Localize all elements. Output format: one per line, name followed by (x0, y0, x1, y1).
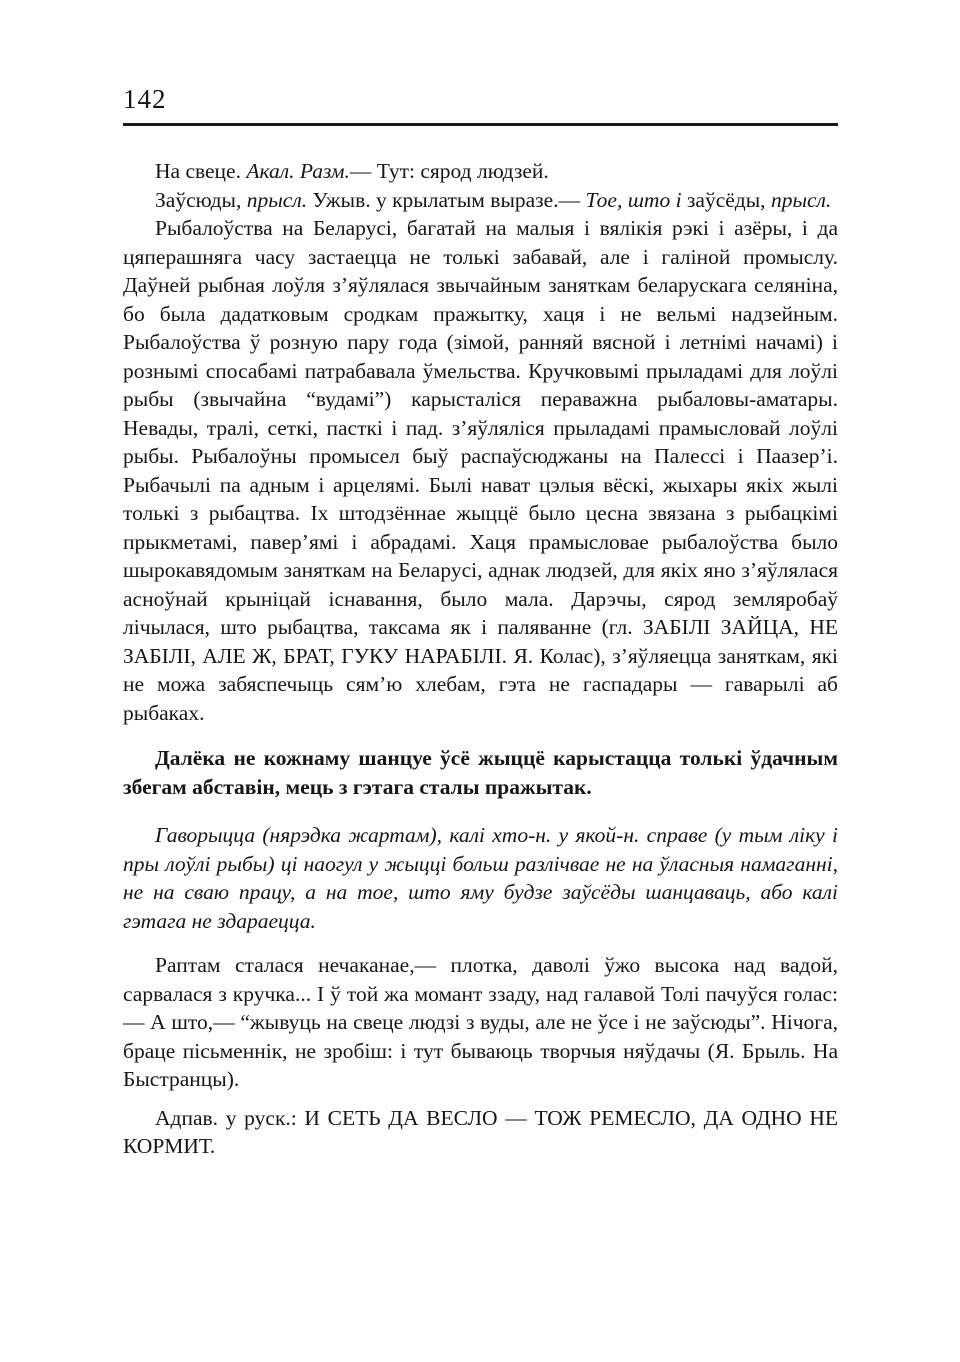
usage-text: Ужыв. у крылатым выразе.— (307, 187, 586, 212)
text-block (123, 157, 838, 1161)
quotation-paragraph: Раптам сталася нечаканае,— плотка, даволі ўжо высока над вадой, сарвалася з кручка... І ў той жа момант ззаду, над галавой Толі пачуўся голас: — А што,— “жывуць на свеце людзі з вуды, але не ўсе і не заўсюды”. Нічога, браце пісьменнік, не зробіш: і тут бываюць творчыя няўдачы (Я. Брыль. На Быстранцы). (123, 953, 838, 1091)
grammar-label: прысл. (246, 187, 308, 212)
cross-reference-headword: заўсёды, (681, 187, 771, 212)
header-rule (123, 123, 838, 126)
gloss-text: — Тут: сярод людзей. (349, 159, 549, 183)
commentary-paragraph: Рыбалоўства на Беларусі, багатай на малыя і вялікія рэкі і азёры, і да цяперашняга часу застаецца не толькі забавай, але і галіной промыслу. Даўней рыбная лоўля з’яўлялася звычайным заняткам беларускага селяніна, бо была дадатковым сродкам пражытку, хаця і не вельмі надзейным. Рыбалоўства ў розную пару года (зімой, ранняй вясной і летнімі начамі) і рознымі спосабамі патрабавала ўмельства. Кручковымі прыладамі для лоўлі рыбы (звычайна “вудамі”) карысталіся пераважна рыбаловы-аматары. Невады, тралі, сеткі, пасткі і пад. з’яўляліся прыладамі прамысловай лоўлі рыбы. Рыбалоўны промысел быў распаўсюджаны на Палессі і Паазер’і. Рыбачылі па адным і арцелямі. Былі нават цэлыя вёскі, жыхары якіх жылі толькі з рыбацтва. Іх штодзённае жыццё было цесна звязана з рыбацкімі прыкметамі, павер’ямі і абрадамі. Хаця прамысловае рыбалоўства было шырокавядомым заняткам на Беларусі, аднак людзей, для якіх яно з’яўлялася асноўнай крыніцай існавання, было мала. Дарэчы, сярод земляробаў лічылася, што рыбацтва, таксама як і паляванне (гл. ЗАБІЛІ ЗАЙЦА, НЕ ЗАБІЛІ, АЛЕ Ж, БРАТ, ГУКУ НАРАБІЛІ. Я. Колас), з’яўляецца заняткам, які не можа забяспечыць сям’ю хлебам, гэта не гаспадары — гаварылі аб рыбаках. (123, 216, 838, 725)
entry-line-zausyudy (123, 186, 838, 215)
cross-reference-text: Тое, што і (585, 187, 682, 212)
grammar-label: Акал. Разм. (246, 159, 350, 183)
definition-paragraph: Далёка не кожнаму шанцуе ўсё жыццё карыстацца толькі ўдачным збегам абставін, мець з гэтага сталы пражытак. (123, 746, 838, 799)
russian-equivalent-paragraph: Адпав. у руск.: И СЕТЬ ДА ВЕСЛО — ТОЖ РЕМЕСЛО, ДА ОДНО НЕ КОРМИТ. (123, 1105, 838, 1158)
usage-note-paragraph: Гаворыцца (нярэдка жартам), калі хто-н. у якой-н. справе (у тым ліку і пры лоўлі рыбы) ці наогул у жыцці больш разлічвае не на ўласныя намаганні, не на сваю працу, а на тое, што яму будзе заўсёды шанцаваць, або калі гэтага не здараецца. (123, 823, 838, 933)
headword-text: На свеце. (155, 159, 247, 183)
page-number: 142 (123, 84, 167, 114)
page-header (123, 84, 838, 126)
grammar-label: прысл. (770, 187, 832, 212)
entry-line-na-svetse (123, 157, 838, 186)
headword-text: Заўсюды, (155, 187, 247, 212)
